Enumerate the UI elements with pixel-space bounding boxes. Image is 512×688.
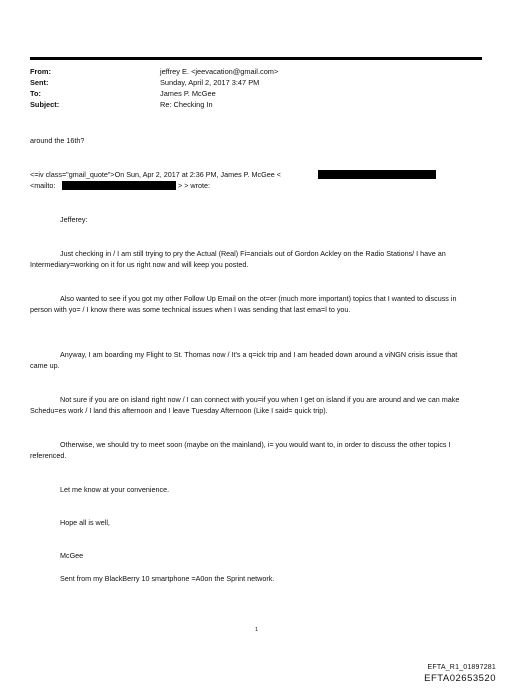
greeting: Jefferey: — [60, 215, 88, 224]
from-value: jeffrey E. <jeevacation@gmail.com> — [160, 67, 279, 76]
sent-label: Sent: — [30, 78, 49, 87]
signature-name: McGee — [60, 551, 84, 560]
redaction-box — [62, 181, 176, 190]
mobile-signature: Sent from my BlackBerry 10 smartphone =A0on the Sprint network. — [60, 574, 275, 583]
page-number: 1 — [255, 627, 259, 633]
header-divider — [30, 57, 482, 60]
paragraph-3: Anyway, I am boarding my Flight to St. Thomas now / It's a q=ick trip and I am headed down around a viNGN crisis issue that came up. — [30, 350, 458, 370]
sign-off: Hope all is well, — [60, 518, 110, 527]
closing-line: Let me know at your convenience. — [60, 485, 170, 494]
paragraph-2: Also wanted to see if you got my other Follow Up Email on the ot=er (much more important) topics that I wanted to discuss in person with yo= / I know there was some technical issues when I was sending that last ema=l to you. — [30, 294, 457, 314]
redaction-box — [318, 170, 436, 179]
to-value: James P. McGee — [160, 89, 216, 98]
quote-line-2-prefix: <mailto: — [30, 181, 56, 190]
document-reference-2: EFTA02653520 — [424, 673, 496, 684]
quote-line-1: <=iv class="gmail_quote">On Sun, Apr 2, 2017 at 2:36 PM, James P. McGee < — [30, 170, 281, 179]
to-label: To: — [30, 89, 41, 98]
quote-line-2-suffix: > > wrote: — [178, 181, 210, 190]
subject-value: Re: Checking In — [160, 100, 213, 109]
paragraph-4: Not sure if you are on island right now / I can connect with you=if you when I get on island if you are around and we can make Schedu=es work / I land this afternoon and I leave Tuesday Afternoon (Like I said= quick trip). — [30, 395, 460, 415]
sent-value: Sunday, April 2, 2017 3:47 PM — [160, 78, 260, 87]
subject-label: Subject: — [30, 100, 60, 109]
from-label: From: — [30, 67, 51, 76]
paragraph-1: Just checking in / I am still trying to pry the Actual (Real) Fi=ancials out of Gordon Ackley on the Radio Stations/ I have an Intermediary=working on it for us right now and will keep you posted. — [30, 249, 446, 269]
document-reference-1: EFTA_R1_01897281 — [427, 664, 496, 671]
reply-line: around the 16th? — [30, 136, 85, 145]
paragraph-5: Otherwise, we should try to meet soon (maybe on the mainland), i= you would want to, in order to discuss the other topics I referenced. — [30, 440, 451, 460]
